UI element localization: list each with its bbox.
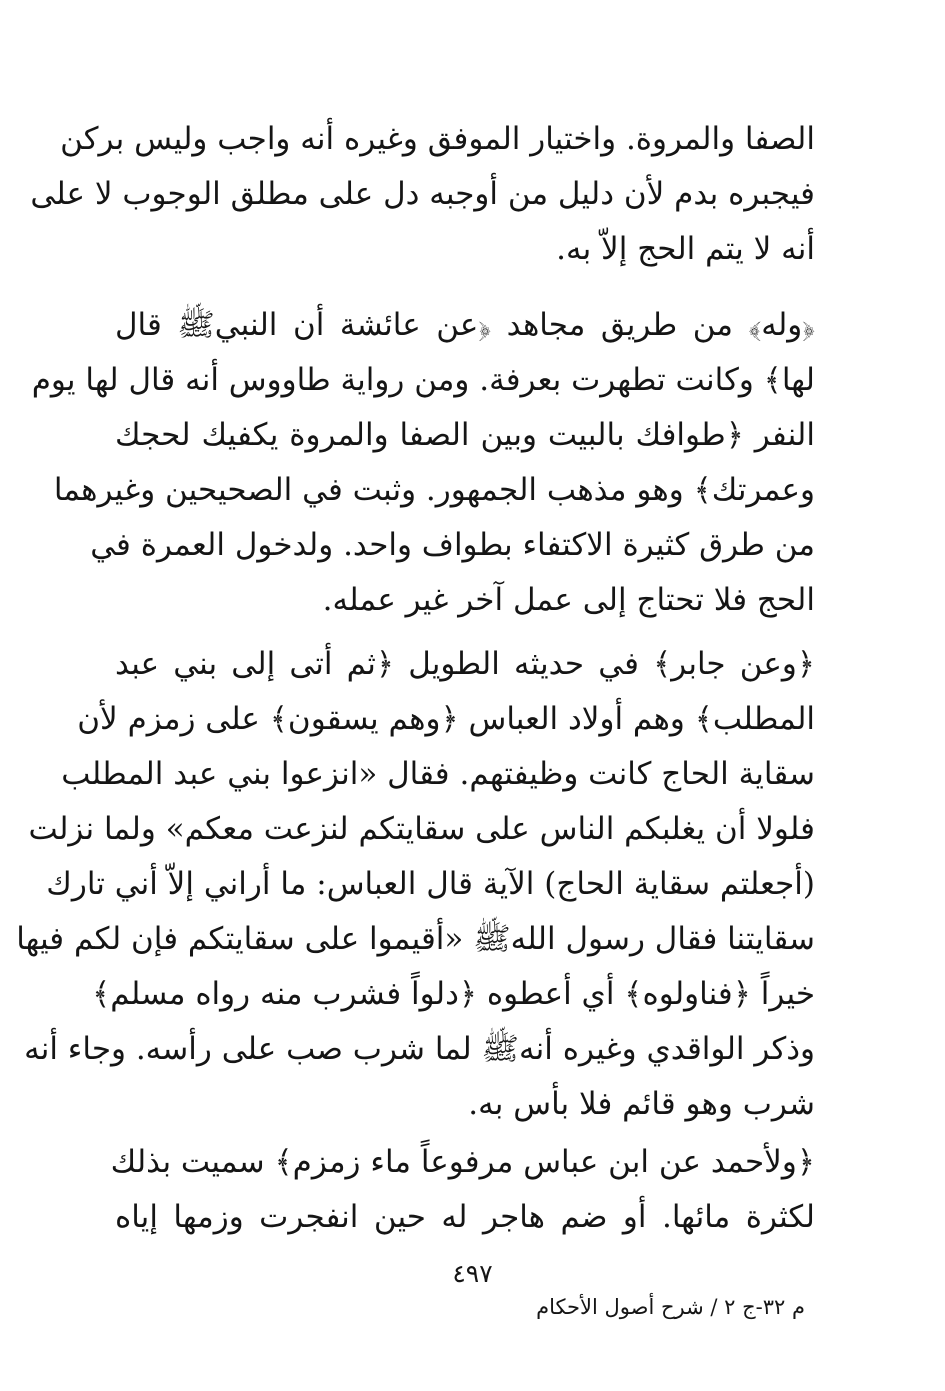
text-line: ﴿وعن جابر﴾ في حديثه الطويل ﴿ثم أتى إلى بني عبد bbox=[115, 646, 815, 682]
text-line: فيجبره بدم لأن دليل من أوجبه دل على مطلق الوجوب لا على bbox=[30, 176, 815, 212]
footer-reference: م ٣٢-ج ٢ / شرح أصول الأحكام bbox=[536, 1295, 805, 1319]
text-line: خيراً ﴿فناولوه﴾ أي أعطوه ﴿دلواً فشرب منه رواه مسلم﴾ bbox=[92, 976, 815, 1012]
text-line: النفر ﴿طوافك بالبيت وبين الصفا والمروة يكفيك لحجك bbox=[115, 417, 815, 453]
text-line: وعمرتك﴾ وهو مذهب الجمهور. وثبت في الصحيحين وغيرهما bbox=[53, 472, 815, 508]
text-line: من طرق كثيرة الاكتفاء بطواف واحد. ولدخول العمرة في bbox=[90, 527, 815, 563]
paragraph-1 bbox=[30, 112, 815, 277]
text-line: (أجعلتم سقاية الحاج) الآية قال العباس: ما أراني إلاّ أني تارك bbox=[46, 866, 815, 902]
text-line: الصفا والمروة. واختيار الموفق وغيره أنه واجب وليس بركن bbox=[60, 121, 815, 157]
text-line: ﴿ولأحمد عن ابن عباس مرفوعاً ماء زمزم﴾ سميت بذلك bbox=[110, 1144, 815, 1180]
paragraph-3 bbox=[16, 637, 815, 1132]
page-number: ٤٩٧ bbox=[452, 1259, 493, 1288]
paragraph-2 bbox=[31, 298, 815, 628]
text-line: الحج فلا تحتاج إلى عمل آخر غير عمله. bbox=[322, 582, 815, 618]
text-line: فلولا أن يغلبكم الناس على سقايتكم لنزعت معكم» ولما نزلت bbox=[28, 811, 815, 847]
text-line: المطلب﴾ وهم أولاد العباس ﴿وهم يسقون﴾ على زمزم لأن bbox=[77, 701, 815, 737]
text-line: ﴿وله﴾ من طريق مجاهد ﴿عن عائشة أن النبيﷺ قال bbox=[115, 307, 815, 343]
text-line: لكثرة مائها. أو ضم هاجر له حين انفجرت وزمها إياه bbox=[115, 1199, 815, 1235]
paragraph-4 bbox=[110, 1135, 815, 1245]
text-line: سقاية الحاج كانت وظيفتهم. فقال «انزعوا بني عبد المطلب bbox=[61, 756, 815, 792]
text-line: سقايتنا فقال رسول اللهﷺ «أقيموا على سقايتكم فإن لكم فيها bbox=[16, 921, 815, 957]
text-line: شرب وهو قائم فلا بأس به. bbox=[468, 1086, 815, 1122]
text-line: لها﴾ وكانت تطهرت بعرفة. ومن رواية طاووس أنه قال لها يوم bbox=[31, 362, 815, 398]
text-line: أنه لا يتم الحج إلاّ به. bbox=[556, 231, 815, 267]
text-line: وذكر الواقدي وغيره أنهﷺ لما شرب صب على رأسه. وجاء أنه bbox=[24, 1031, 815, 1067]
